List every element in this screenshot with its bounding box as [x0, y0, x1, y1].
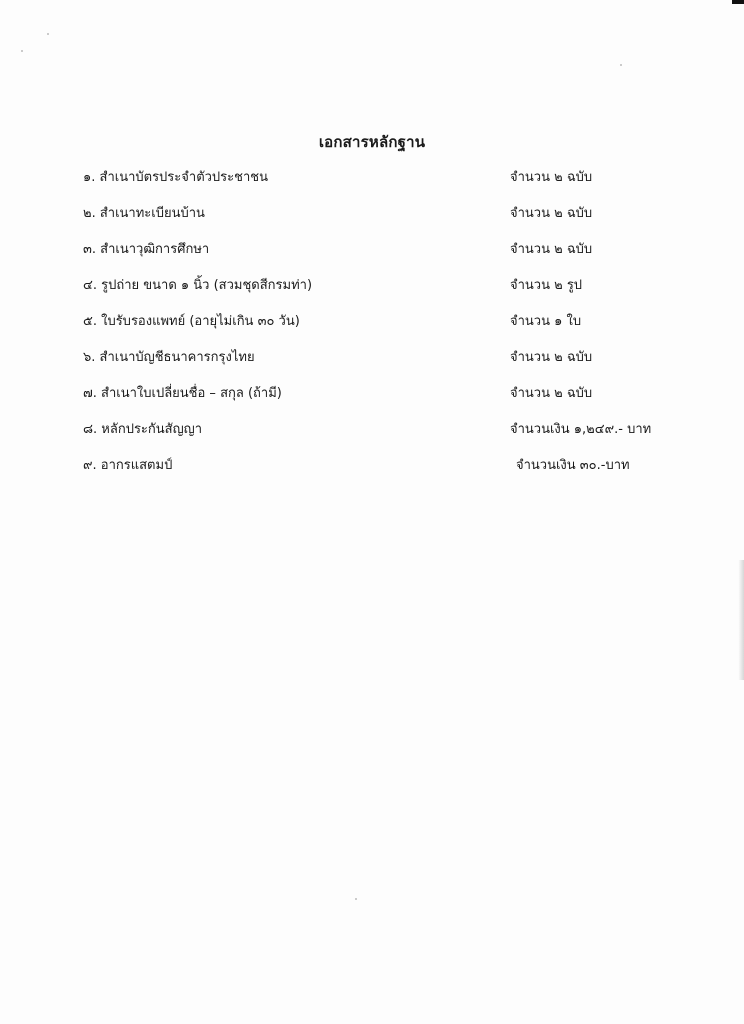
- item-label: ๗. สำเนาใบเปลี่ยนชื่อ – สกุล (ถ้ามี): [83, 386, 282, 401]
- scan-speck: [21, 50, 23, 52]
- item-quantity: จำนวนเงิน ๑,๒๔๙.- บาท: [510, 422, 652, 437]
- item-quantity: จำนวน ๒ ฉบับ: [510, 206, 593, 221]
- item-quantity: จำนวน ๒ รูป: [510, 278, 583, 293]
- item-label: ๒. สำเนาทะเบียนบ้าน: [83, 206, 205, 221]
- item-label: ๘. หลักประกันสัญญา: [83, 422, 203, 437]
- item-label: ๖. สำเนาบัญชีธนาคารกรุงไทย: [83, 350, 255, 365]
- item-label: ๔. รูปถ่าย ขนาด ๑ นิ้ว (สวมชุดสีกรมท่า): [83, 278, 313, 293]
- item-quantity: จำนวน ๒ ฉบับ: [510, 170, 593, 185]
- item-label: ๕. ใบรับรองแพทย์ (อายุไม่เกิน ๓๐ วัน): [83, 314, 300, 329]
- scan-corner-mark: [732, 0, 744, 4]
- item-label: ๑. สำเนาบัตรประจำตัวประชาชน: [83, 170, 268, 185]
- list-item: [83, 240, 683, 276]
- list-item: [83, 384, 683, 420]
- list-item: [83, 312, 683, 348]
- list-item: [83, 348, 683, 384]
- list-item: [83, 420, 683, 456]
- item-quantity: จำนวนเงิน ๓๐.-บาท: [516, 458, 630, 473]
- scan-speck: [355, 898, 357, 900]
- document-title: เอกสารหลักฐาน: [318, 133, 426, 151]
- scan-speck: [620, 64, 622, 66]
- item-quantity: จำนวน ๒ ฉบับ: [510, 386, 593, 401]
- item-label: ๓. สำเนาวุฒิการศึกษา: [83, 242, 210, 257]
- list-item: [83, 168, 683, 204]
- scan-speck: [47, 33, 49, 35]
- scan-edge-shadow: [738, 560, 744, 680]
- item-quantity: จำนวน ๑ ใบ: [510, 314, 582, 329]
- list-item: [83, 204, 683, 240]
- item-label: ๙. อากรแสตมป์: [83, 458, 173, 473]
- list-item: [83, 456, 683, 492]
- document-list: [83, 168, 683, 492]
- item-quantity: จำนวน ๒ ฉบับ: [510, 242, 593, 257]
- item-quantity: จำนวน ๒ ฉบับ: [510, 350, 593, 365]
- list-item: [83, 276, 683, 312]
